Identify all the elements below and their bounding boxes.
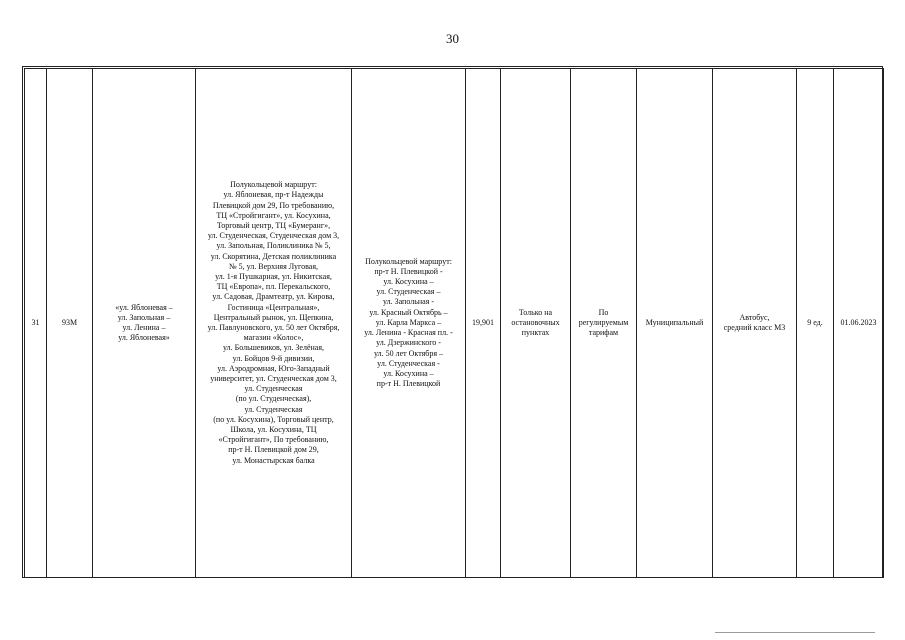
vehicle-count-cell: 9 ед. <box>797 69 834 578</box>
carrier-type-cell: Муниципальный <box>637 69 713 578</box>
route-name-cell: «ул. Яблоневая – ул. Запольная – ул. Ленина – ул. Яблоневая» <box>93 69 196 578</box>
start-date-cell: 01.06.2023 <box>834 69 884 578</box>
vehicle-type-cell: Автобус, средний класс М3 <box>713 69 797 578</box>
route-registry-table <box>24 68 884 578</box>
tariff-type-cell: По регулируемым тарифам <box>571 69 637 578</box>
stop-procedure-cell: Только на остановочных пунктах <box>501 69 571 578</box>
row-number-cell: 31 <box>25 69 47 578</box>
route-length-cell: 19,901 <box>466 69 501 578</box>
route-code-cell: 93М <box>47 69 93 578</box>
route-stops-cell: Полукольцевой маршрут: ул. Яблоневая, пр-т Надежды Плевицкой дом 29, По требованию, ТЦ «Стройгигант», ул. Косухина, Торговый центр, ТЦ «Бумеранг», ул. Студенческая, Студенческая дом 3, ул. Запольная, Поликлиника № 5, ул. Скорятина, Детская поликлиника № 5, ул. Верхняя Луговая, ул. 1-я Пушкарная, ул. Никитская, ТЦ «Европа», пл. Перекальского, ул. Садовая, Драмтеатр, ул. Кирова, Гостиница «Центральная», Центральный рынок, ул. Щепкина, ул. Павлуновского, ул. 50 лет Октября, магазин «Колос», ул. Большевиков, ул. Зелёная, ул. Бойцов 9-й дивизии, ул. Аэродромная, Юго-Западный университет, ул. Студенческая дом 3, ул. Студенческая (по ул. Студенческая), ул. Студенческая (по ул. Косухина), Торговый центр, Школа, ул. Косухина, ТЦ «Стройгигант», По требованию, пр-т Н. Плевицкой дом 29, ул. Монастырская балка <box>196 69 352 578</box>
table-row <box>25 69 884 578</box>
page-number: 30 <box>446 31 459 46</box>
route-streets-cell: Полукольцевой маршрут: пр-т Н. Плевицкой - ул. Косухина – ул. Студенческая – ул. Запольная - ул. Красный Октябрь – ул. Карла Маркса – ул. Ленина - Красная пл. - ул. Дзержинского - ул. 50 лет Октября – ул. Студенческая - ул. Косухина – пр-т Н. Плевицкой <box>352 69 466 578</box>
scan-edge-mark <box>715 632 875 633</box>
